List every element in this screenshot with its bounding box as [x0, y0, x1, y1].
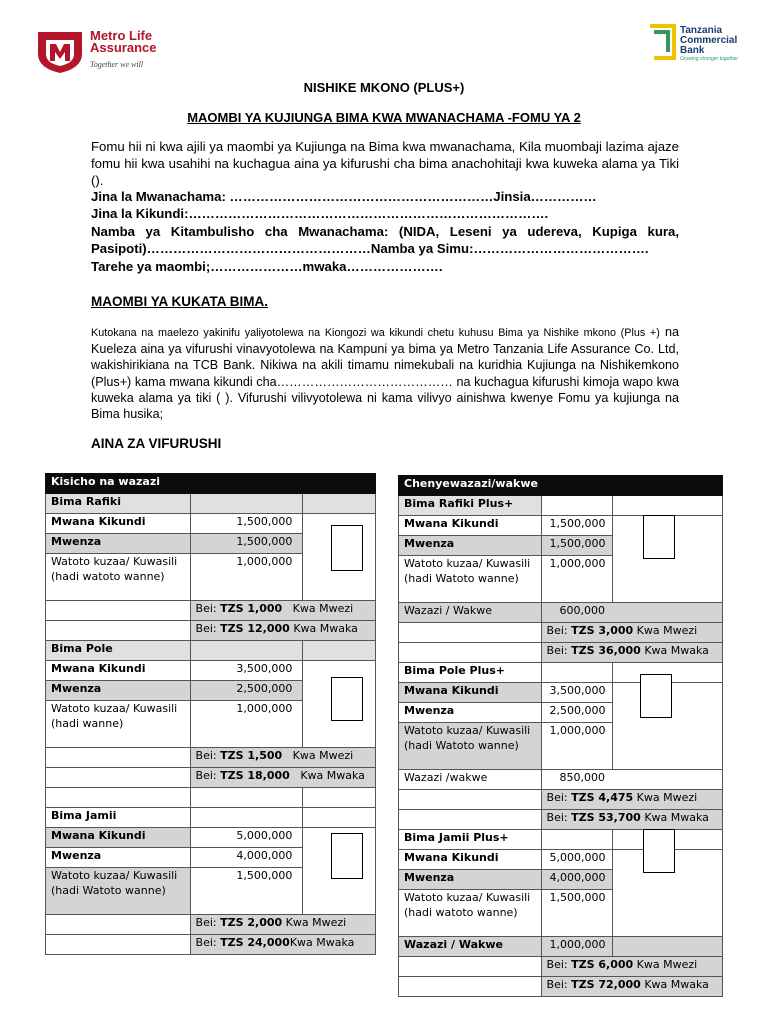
price-amount: TZS 72,000 [571, 978, 641, 991]
request-text-part1: Kutokana na maelezo yakinifu yaliyotolewa na Kiongozi wa kikundi chetu kuhusu Bima ya Nishike mkono (Plus +) [91, 327, 660, 339]
checkbox-bima-rafiki-plus[interactable] [643, 515, 675, 559]
cover-value: 4,000,000 [190, 848, 303, 868]
yearly-price [190, 621, 375, 641]
row-label: Wazazi /wakwe [399, 770, 542, 790]
package-name: Bima Jamii [46, 808, 191, 828]
price-suffix: Kwa Mwezi [636, 958, 698, 971]
tcb-name-line1: Tanzania [680, 25, 723, 36]
price-suffix: Kwa Mwaka [289, 936, 355, 949]
metro-shield-icon [34, 28, 86, 74]
price-suffix: Kwa Mwezi [636, 791, 698, 804]
request-section-heading: MAOMBI YA KUKATA BIMA. [91, 294, 268, 309]
cover-value: 3,500,000 [541, 683, 612, 703]
cover-value: 3,500,000 [190, 661, 303, 681]
row-label: Watoto kuzaa/ Kuwasili (hadi Watoto wanne) [46, 868, 191, 915]
package-name: Bima Rafiki [46, 494, 191, 514]
application-date-field[interactable]: Tarehe ya maombi;…………………mwaka…………………. [91, 259, 443, 274]
price-suffix: Kwa Mwaka [644, 978, 709, 991]
row-label: Watoto kuzaa/ Kuwasili (hadi watoto wanne) [399, 890, 542, 937]
cover-value: 2,500,000 [190, 681, 303, 701]
row-label: Mwenza [399, 536, 542, 556]
price-prefix: Bei: [546, 644, 572, 657]
yearly-price [190, 935, 375, 955]
monthly-price [190, 748, 375, 768]
cover-value: 1,000,000 [541, 937, 612, 957]
monthly-price [541, 790, 722, 810]
row-label: Watoto kuzaa/ Kuwasili (hadi Watoto wanne) [399, 556, 542, 603]
row-label: Mwenza [46, 534, 191, 554]
price-suffix: Kwa Mwaka [293, 622, 358, 635]
price-amount: TZS 36,000 [571, 644, 641, 657]
price-suffix: Kwa Mwaka [300, 769, 365, 782]
price-amount: TZS 1,500 [220, 749, 283, 762]
member-name-field[interactable]: Jina la Mwanachama: ……………………………………………………Jinsia…………… [91, 189, 597, 204]
cover-value: 1,500,000 [541, 516, 612, 536]
cover-value: 4,000,000 [541, 870, 612, 890]
package-name: Bima Pole Plus+ [399, 663, 542, 683]
price-amount: TZS 6,000 [571, 958, 634, 971]
row-label: Mwana Kikundi [46, 514, 191, 534]
price-prefix: Bei: [195, 622, 221, 635]
metro-name-line2: Assurance [90, 40, 157, 55]
request-paragraph [91, 324, 679, 422]
package-name: Bima Jamii Plus+ [399, 830, 542, 850]
row-label: Mwenza [46, 848, 191, 868]
checkbox-bima-jamii-plus[interactable] [643, 829, 675, 873]
row-label: Mwenza [399, 703, 542, 723]
price-prefix: Bei: [195, 602, 221, 615]
monthly-price [541, 957, 722, 977]
table-header: Chenyewazazi/wakwe [399, 476, 723, 496]
tcb-logo [648, 24, 678, 67]
packages-table-no-parents [45, 473, 376, 955]
price-amount: TZS 12,000 [220, 622, 290, 635]
cover-value: 1,500,000 [190, 534, 303, 554]
yearly-price [541, 977, 722, 997]
form-title: NISHIKE MKONO (PLUS+) [303, 80, 465, 95]
checkbox-bima-rafiki[interactable] [331, 525, 363, 571]
request-text-part2: na Kueleza aina ya vifurushi vinavyotolewa na Kampuni ya bima ya Metro Tanzania Life Assurance Co. Ltd, wakishirikiana na TCB Bank. Nikiwa na akili timamu nimekubali na kuridhia Kujiunga na Nishikemkono (Plus+) kama mwana kikundi cha…………………………………… na kuchagua kifurushi kimoja wapo kwa kuweka alama ya tiki ( ). Vifurushi vilivyotolewa ni kama vilivyo ainishwa kwenye Fomu ya kujiunga na Bima husika; [91, 325, 679, 422]
row-label: Mwana Kikundi [46, 661, 191, 681]
form-subtitle: MAOMBI YA KUJIUNGA BIMA KWA MWANACHAMA -FOMU YA 2 [187, 110, 581, 125]
price-prefix: Bei: [546, 791, 572, 804]
price-prefix: Bei: [195, 749, 221, 762]
row-label: Mwenza [46, 681, 191, 701]
row-label: Mwana Kikundi [399, 683, 542, 703]
row-label: Mwana Kikundi [399, 516, 542, 536]
packages-section-heading: AINA ZA VIFURUSHI [91, 436, 222, 451]
table-header: Kisicho na wazazi [46, 474, 376, 494]
row-label: Watoto kuzaa/ Kuwasili (hadi Watoto wanne) [399, 723, 542, 770]
row-label: Watoto kuzaa/ Kuwasili (hadi watoto wanne) [46, 554, 191, 601]
checkbox-bima-pole[interactable] [331, 677, 363, 721]
price-prefix: Bei: [195, 936, 221, 949]
monthly-price [541, 623, 722, 643]
cover-value: 1,500,000 [541, 536, 612, 556]
package-name: Bima Rafiki Plus+ [399, 496, 542, 516]
monthly-price [190, 915, 375, 935]
price-suffix: Kwa Mwezi [292, 602, 354, 615]
tcb-name-line3: Bank [680, 45, 705, 56]
group-name-field[interactable]: Jina la Kikundi:………………………………………………………………………. [91, 206, 549, 221]
cover-value: 5,000,000 [541, 850, 612, 870]
cover-value: 600,000 [541, 603, 722, 623]
price-prefix: Bei: [546, 978, 572, 991]
yearly-price [541, 643, 722, 663]
price-amount: TZS 24,000 [220, 936, 290, 949]
price-prefix: Bei: [195, 769, 221, 782]
checkbox-bima-jamii[interactable] [331, 833, 363, 879]
price-suffix: Kwa Mwaka [644, 644, 709, 657]
price-suffix: Kwa Mwezi [292, 749, 354, 762]
price-prefix: Bei: [546, 624, 572, 637]
metro-tagline: Together we will [90, 60, 144, 69]
tcb-name-line2: Commercial [680, 35, 738, 46]
tcb-tagline: Growing stronger together [680, 56, 739, 62]
price-suffix: Kwa Mwezi [285, 916, 347, 929]
price-amount: TZS 18,000 [220, 769, 290, 782]
cover-value: 1,000,000 [541, 723, 612, 770]
yearly-price [541, 810, 722, 830]
intro-paragraph: Fomu hii ni kwa ajili ya maombi ya Kujiunga na Bima kwa mwanachama, Kila muombaji lazima ajaze fomu hii kwa usahihi na kuchagua aina ya kifurushi cha bima anachohitaji kwa kuweka alama ya Tiki (). [91, 139, 679, 188]
row-label: Wazazi / Wakwe [399, 603, 542, 623]
cover-value: 1,500,000 [190, 868, 303, 915]
price-prefix: Bei: [195, 916, 221, 929]
price-prefix: Bei: [546, 958, 572, 971]
tcb-mark-icon [648, 24, 678, 62]
price-amount: TZS 3,000 [571, 624, 634, 637]
row-label: Watoto kuzaa/ Kuwasili (hadi wanne) [46, 701, 191, 748]
cover-value: 1,000,000 [190, 554, 303, 601]
tcb-brand-name [680, 26, 737, 56]
price-amount: TZS 4,475 [571, 791, 634, 804]
row-label: Mwenza [399, 870, 542, 890]
price-suffix: Kwa Mwezi [636, 624, 698, 637]
row-label: Mwana Kikundi [46, 828, 191, 848]
checkbox-bima-pole-plus[interactable] [640, 674, 672, 718]
price-amount: TZS 53,700 [571, 811, 641, 824]
cover-value: 2,500,000 [541, 703, 612, 723]
cover-value: 5,000,000 [190, 828, 303, 848]
cover-value: 1,000,000 [541, 556, 612, 603]
price-amount: TZS 2,000 [220, 916, 283, 929]
cover-value: 850,000 [541, 770, 722, 790]
row-label: Wazazi / Wakwe [399, 937, 542, 957]
cover-value: 1,500,000 [541, 890, 612, 937]
monthly-price [190, 601, 375, 621]
price-prefix: Bei: [546, 811, 572, 824]
id-number-field[interactable]: Namba ya Kitambulisho cha Mwanachama: (NIDA, Leseni ya udereva, Kupiga kura, Pasipoti)……………………………………………Namba ya Simu:…………………………………. [91, 224, 679, 256]
cover-value: 1,000,000 [190, 701, 303, 748]
yearly-price [190, 768, 375, 788]
price-suffix: Kwa Mwaka [644, 811, 709, 824]
metro-name-line1: Metro Life [90, 28, 153, 43]
price-amount: TZS 1,000 [220, 602, 283, 615]
metro-brand-name [90, 30, 156, 54]
metro-life-logo [34, 28, 86, 79]
cover-value: 1,500,000 [190, 514, 303, 534]
package-name: Bima Pole [46, 641, 191, 661]
row-label: Mwana Kikundi [399, 850, 542, 870]
